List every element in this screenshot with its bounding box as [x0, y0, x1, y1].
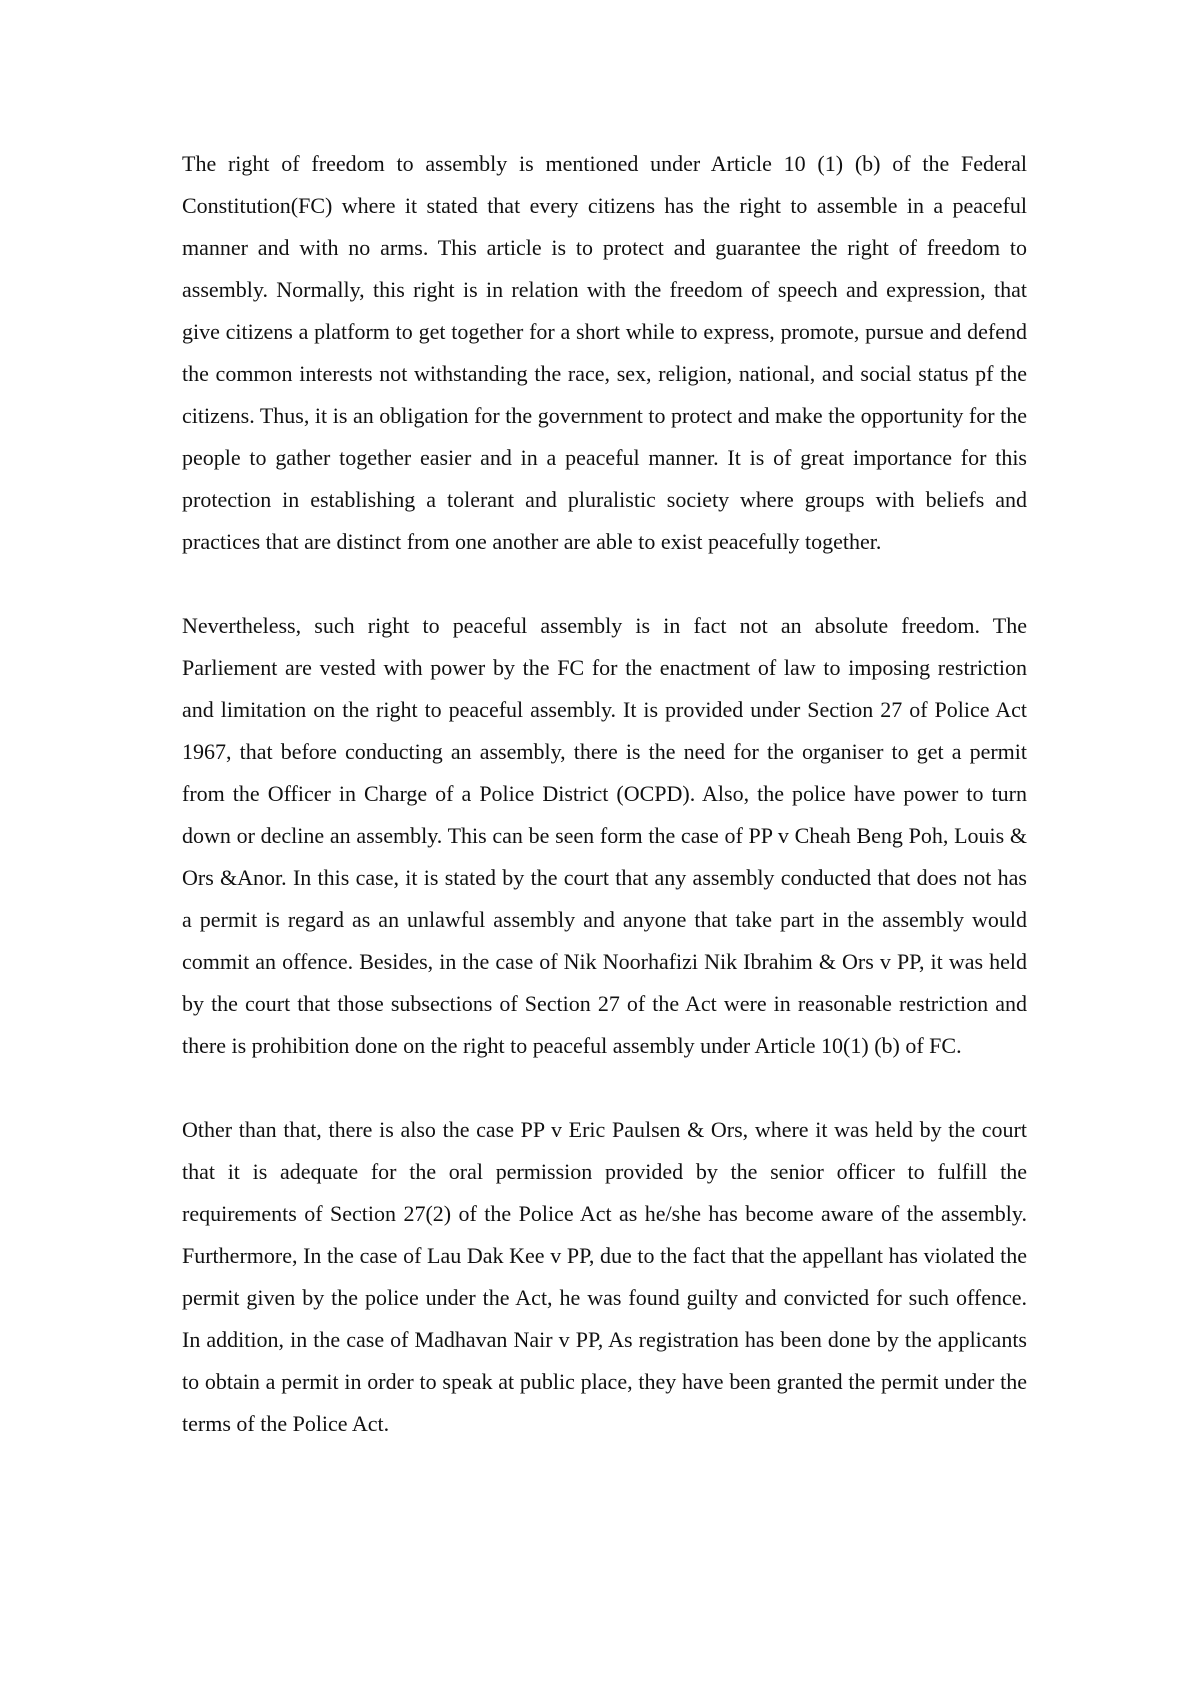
- paragraph-freedom-to-assembly: The right of freedom to assembly is mentioned under Article 10 (1) (b) of the Federal Constitution(FC) where it stated that every citizens has the right to assemble in a peaceful manner and with no arms. This article is to protect and guarantee the right of freedom to assembly. Normally, this right is in relation with the freedom of speech and expression, that give citizens a platform to get together for a short while to express, promote, pursue and defend the common interests not withstanding the race, sex, religion, national, and social status pf the citizens. Thus, it is an obligation for the government to protect and make the opportunity for the people to gather together easier and in a peaceful manner. It is of great importance for this protection in establishing a tolerant and pluralistic society where groups with beliefs and practices that are distinct from one another are able to exist peacefully together.: [182, 151, 1027, 554]
- paragraph-restrictions: Nevertheless, such right to peaceful assembly is in fact not an absolute freedom. The Parliement are vested with power by the FC for the enactment of law to imposing restriction and limitation on the right to peaceful assembly. It is provided under Section 27 of Police Act 1967, that before conducting an assembly, there is the need for the organiser to get a permit from the Officer in Charge of a Police District (OCPD). Also, the police have power to turn down or decline an assembly. This can be seen form the case of PP v Cheah Beng Poh, Louis & Ors &Anor. In this case, it is stated by the court that any assembly conducted that does not has a permit is regard as an unlawful assembly and anyone that take part in the assembly would commit an offence. Besides, in the case of Nik Noorhafizi Nik Ibrahim & Ors v PP, it was held by the court that those subsections of Section 27 of the Act were in reasonable restriction and there is prohibition done on the right to peaceful assembly under Article 10(1) (b) of FC.: [182, 613, 1027, 1058]
- document-body: [182, 143, 1027, 1445]
- paragraph-case-law: Other than that, there is also the case PP v Eric Paulsen & Ors, where it was held by the court that it is adequate for the oral permission provided by the senior officer to fulfill the requirements of Section 27(2) of the Police Act as he/she has become aware of the assembly. Furthermore, In the case of Lau Dak Kee v PP, due to the fact that the appellant has violated the permit given by the police under the Act, he was found guilty and convicted for such offence. In addition, in the case of Madhavan Nair v PP, As registration has been done by the applicants to obtain a permit in order to speak at public place, they have been granted the permit under the terms of the Police Act.: [182, 1117, 1027, 1436]
